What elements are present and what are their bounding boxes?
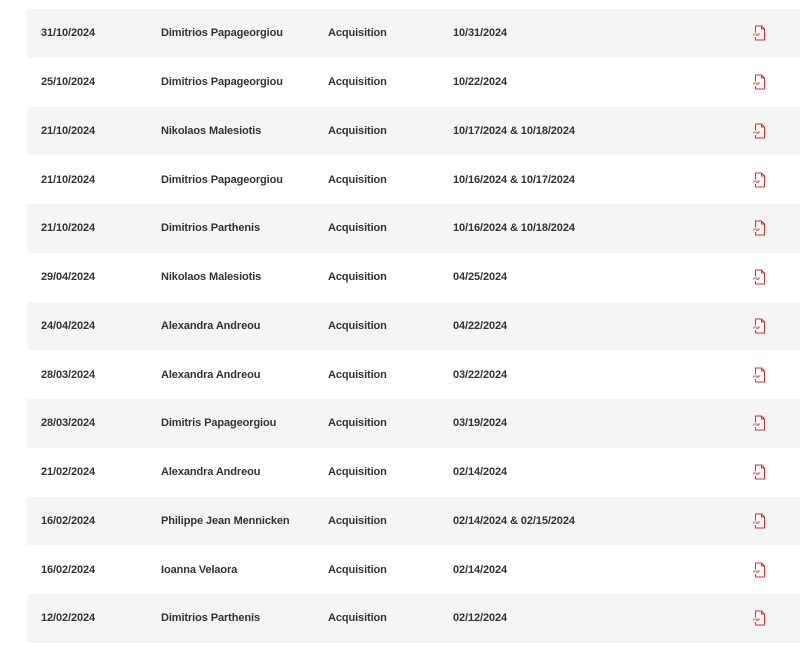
transaction-type: Acquisition [328,124,387,137]
transaction-date: 02/14/2024 [453,466,508,479]
table-row [27,448,800,497]
pdf-file-icon[interactable] [753,270,766,285]
svg-text:PDF: PDF [753,130,761,135]
transaction-date: 03/22/2024 [453,368,508,381]
transaction-date: 10/16/2024 & 10/17/2024 [453,173,575,186]
table-row [27,399,800,448]
person-name: Alexandra Andreou [161,368,261,381]
person-name: Dimitrios Papageorgiou [161,173,283,186]
person-name: Alexandra Andreou [161,319,261,332]
person-name: Dimitris Papageorgiou [161,417,277,430]
transaction-type: Acquisition [328,173,387,186]
transaction-type: Acquisition [328,319,387,332]
svg-text:PDF: PDF [753,569,761,574]
table-row [27,302,800,351]
pdf-file-icon[interactable] [753,562,766,577]
transaction-type: Acquisition [328,466,387,479]
announcement-date: 21/10/2024 [41,222,96,235]
pdf-file-icon[interactable] [753,465,766,480]
person-name: Dimitrios Parthenis [161,222,260,235]
announcement-date: 25/10/2024 [41,76,96,89]
table-row [27,155,800,204]
announcement-date: 12/02/2024 [41,612,96,625]
person-name: Dimitrios Papageorgiou [161,76,283,89]
person-name: Dimitrios Papageorgiou [161,27,283,40]
svg-text:PDF: PDF [753,277,761,282]
person-name: Ioanna Velaora [161,563,238,576]
transaction-date: 02/14/2024 [453,563,508,576]
transactions-table [27,9,800,643]
svg-text:PDF: PDF [753,228,761,233]
table-row [27,107,800,156]
transaction-type: Acquisition [328,271,387,284]
announcement-date: 21/10/2024 [41,124,96,137]
table-row [27,9,800,58]
announcement-date: 28/03/2024 [41,368,96,381]
pdf-file-icon[interactable] [753,416,766,431]
transaction-date: 10/22/2024 [453,76,508,89]
pdf-file-icon[interactable] [753,123,766,138]
announcement-date: 16/02/2024 [41,563,96,576]
pdf-file-icon[interactable] [753,611,766,626]
svg-text:PDF: PDF [753,33,761,38]
table-row [27,58,800,107]
pdf-file-icon[interactable] [753,513,766,528]
transaction-date: 10/31/2024 [453,27,508,40]
svg-text:PDF: PDF [753,179,761,184]
person-name: Philippe Jean Mennicken [161,514,290,527]
svg-text:PDF: PDF [753,472,761,477]
person-name: Nikolaos Malesiotis [161,271,262,284]
table-row [27,253,800,302]
pdf-file-icon[interactable] [753,26,766,41]
person-name: Alexandra Andreou [161,466,261,479]
transaction-date: 04/25/2024 [453,271,508,284]
svg-text:PDF: PDF [753,325,761,330]
svg-text:PDF: PDF [753,82,761,87]
pdf-file-icon[interactable] [753,367,766,382]
transaction-type: Acquisition [328,514,387,527]
announcement-date: 29/04/2024 [41,271,96,284]
announcement-date: 16/02/2024 [41,514,96,527]
transaction-type: Acquisition [328,612,387,625]
announcement-date: 31/10/2024 [41,27,96,40]
transaction-type: Acquisition [328,76,387,89]
svg-text:PDF: PDF [753,520,761,525]
pdf-file-icon[interactable] [753,75,766,90]
announcement-date: 21/10/2024 [41,173,96,186]
pdf-file-icon[interactable] [753,221,766,236]
transaction-date: 02/14/2024 & 02/15/2024 [453,514,575,527]
transaction-type: Acquisition [328,417,387,430]
announcement-date: 24/04/2024 [41,319,96,332]
person-name: Dimitrios Parthenis [161,612,260,625]
transaction-date: 03/19/2024 [453,417,508,430]
transaction-date: 02/12/2024 [453,612,508,625]
transaction-date: 10/16/2024 & 10/18/2024 [453,222,575,235]
table-row [27,545,800,594]
svg-text:PDF: PDF [753,423,761,428]
table-row [27,204,800,253]
table-row [27,497,800,546]
svg-text:PDF: PDF [753,374,761,379]
announcement-date: 21/02/2024 [41,466,96,479]
transaction-type: Acquisition [328,368,387,381]
person-name: Nikolaos Malesiotis [161,124,262,137]
transaction-date: 10/17/2024 & 10/18/2024 [453,124,575,137]
pdf-file-icon[interactable] [753,172,766,187]
announcement-date: 28/03/2024 [41,417,96,430]
table-row [27,350,800,399]
pdf-file-icon[interactable] [753,318,766,333]
transaction-type: Acquisition [328,27,387,40]
transaction-date: 04/22/2024 [453,319,508,332]
transaction-type: Acquisition [328,563,387,576]
svg-text:PDF: PDF [753,618,761,623]
table-row [27,594,800,643]
transaction-type: Acquisition [328,222,387,235]
